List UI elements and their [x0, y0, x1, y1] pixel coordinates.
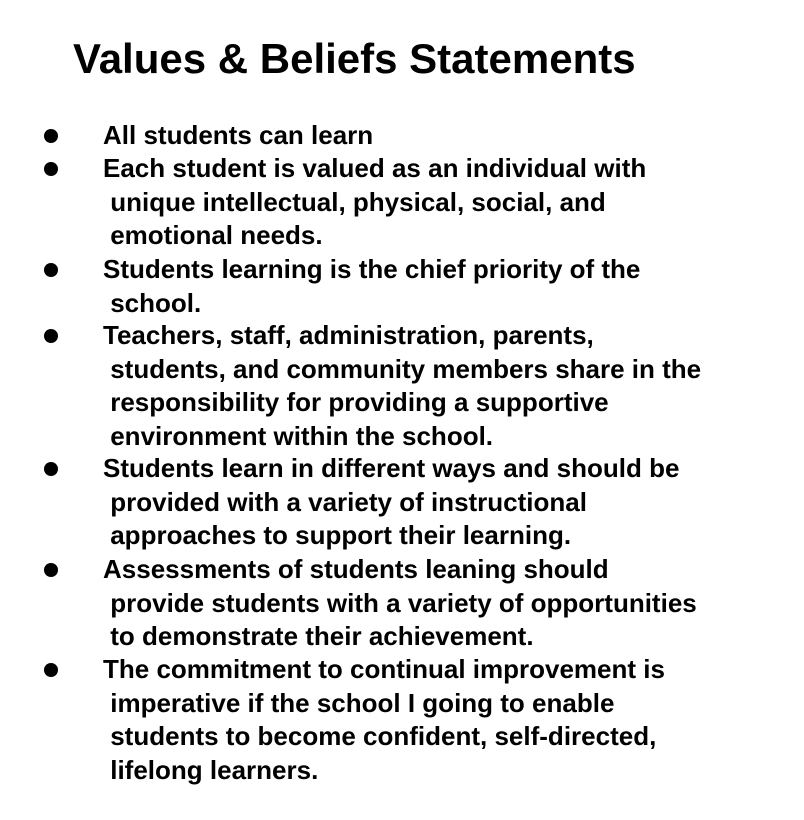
bullet-icon [44, 263, 58, 277]
list-item-text: Assessments of students leaning should provide students with a variety of opportunities to demonstrate their achievement. [103, 554, 697, 651]
list-item-text: All students can learn [103, 120, 374, 150]
bullet-icon [44, 663, 58, 677]
list-item-text: The commitment to continual improvement is imperative if the school I going to enable students to become confident, self-directed, lifelong learners. [103, 654, 665, 785]
bullet-icon [44, 129, 58, 143]
list-item-text: Students learn in different ways and should be provided with a variety of instructional approaches to support their learning. [103, 453, 680, 550]
page-title: Values & Beliefs Statements [73, 35, 636, 82]
bullet-icon [44, 329, 58, 343]
list-item-text: Teachers, staff, administration, parents, students, and community members share in the responsibility for providing a supportive environment within the school. [103, 320, 702, 451]
bullet-icon [44, 462, 58, 476]
list-item-text: Students learning is the chief priority of the school. [103, 254, 641, 318]
list-item-text: Each student is valued as an individual with unique intellectual, physical, social, and emotional needs. [103, 153, 647, 250]
bullet-icon [44, 563, 58, 577]
bullet-icon [44, 162, 58, 176]
